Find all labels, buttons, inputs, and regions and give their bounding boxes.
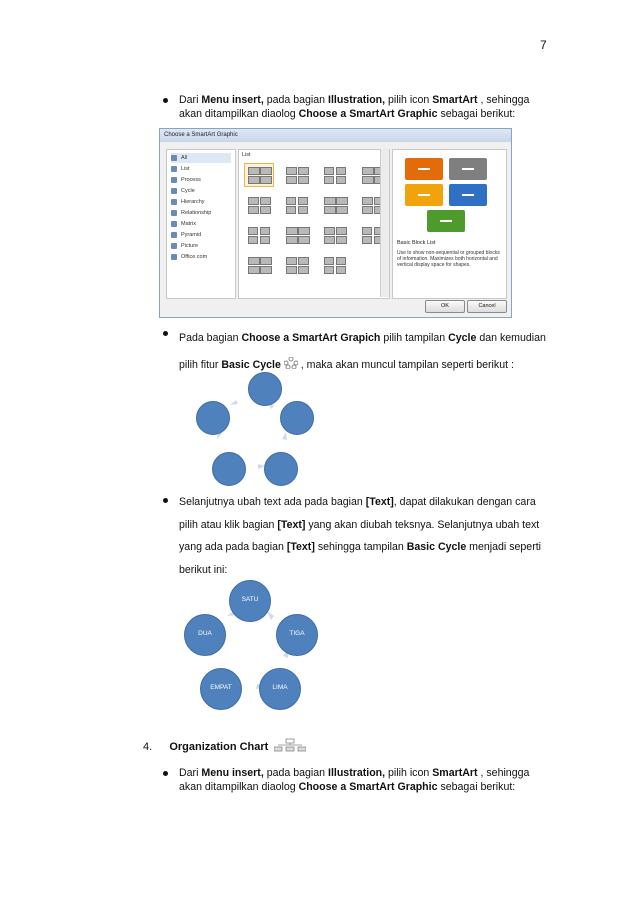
cycle-node-label: TIGA	[289, 630, 305, 637]
category-cycle[interactable]: Cycle	[171, 186, 195, 196]
category-hierarchy[interactable]: Hierarchy	[171, 197, 205, 207]
cycle-arrow	[230, 400, 238, 405]
layout-thumbnail[interactable]	[245, 224, 273, 246]
category-icon	[171, 177, 177, 183]
cycle-node	[212, 452, 246, 486]
thumbnail-shape	[298, 167, 309, 175]
cycle-node-label: DUA	[198, 630, 212, 637]
category-icon	[171, 221, 177, 227]
paragraph-edit-text: Selanjutnya ubah text ada pada bagian [Text], dapat dilakukan dengan cara pilih atau klik bagian [Text] yang akan diubah teksnya. Selanjutnya ubah text yang ada pada bagian [Text] sehingga tampilan Basic Cycle menjadi seperti berikut ini:	[179, 496, 542, 576]
category-all[interactable]: All	[171, 153, 231, 163]
thumbnail-shape	[298, 227, 310, 235]
organization-chart-icon	[274, 738, 306, 755]
thumbnail-shape	[286, 257, 297, 265]
thumbnail-shape	[336, 176, 346, 184]
thumbnail-shape	[324, 266, 334, 274]
preview-block	[449, 158, 487, 180]
thumbnail-shape	[286, 227, 298, 235]
thumbnail-shape	[286, 197, 296, 205]
thumbnail-shape	[248, 236, 258, 244]
basic-cycle-icon	[284, 353, 298, 365]
thumbnail-shape	[324, 236, 335, 244]
thumbnail-shape	[336, 206, 348, 214]
thumbnail-shape	[248, 167, 260, 175]
cycle-node-tiga	[276, 614, 318, 656]
layout-thumbnail[interactable]	[321, 254, 349, 276]
thumbnail-shape	[336, 257, 346, 265]
thumbnail-shape	[286, 167, 297, 175]
category-icon	[171, 155, 177, 161]
thumbnail-shape	[324, 176, 334, 184]
layout-thumbnail[interactable]	[283, 224, 311, 246]
thumbnail-shape	[248, 176, 260, 184]
dialog-title: Choose a SmartArt Graphic	[160, 129, 511, 142]
thumbnail-shape	[324, 167, 334, 175]
category-office-com[interactable]: Office.com	[171, 252, 207, 262]
thumbnail-shape	[324, 197, 336, 205]
cycle-node	[264, 452, 298, 486]
page-number: 7	[540, 38, 547, 52]
thumbnail-shape	[324, 206, 336, 214]
thumbnail-shape	[248, 266, 260, 274]
preview-pane	[392, 149, 507, 299]
preview-block	[449, 184, 487, 206]
category-icon	[171, 199, 177, 205]
thumbnail-shape	[298, 176, 309, 184]
thumbnail-shape	[286, 176, 297, 184]
category-process[interactable]: Process	[171, 175, 201, 185]
category-list	[166, 149, 236, 299]
preview-description: Use to show non-sequential or grouped blocks of information. Maximizes both horizontal and vertical display space for shapes.	[397, 250, 500, 268]
cycle-arrow	[282, 432, 287, 440]
cancel-button[interactable]: Cancel	[467, 300, 507, 313]
section-title: Organization Chart	[169, 741, 269, 753]
thumbnail-shape	[362, 227, 372, 235]
ok-button[interactable]: OK	[425, 300, 465, 313]
thumbnail-shape	[286, 266, 297, 274]
layout-thumbnail[interactable]	[245, 164, 273, 186]
cycle-node-lima	[259, 668, 301, 710]
thumbnail-shape	[298, 197, 308, 205]
preview-title: Basic Block List	[397, 240, 436, 246]
gallery-header: List	[242, 152, 251, 158]
cycle-node-dua	[184, 614, 226, 656]
thumbnail-shape	[248, 197, 259, 205]
category-relationship[interactable]: Relationship	[171, 208, 211, 218]
thumbnail-shape	[260, 257, 272, 265]
thumbnail-shape	[260, 206, 271, 214]
preview-block	[405, 184, 443, 206]
preview-block	[427, 210, 465, 232]
thumbnail-shape	[362, 176, 374, 184]
preview-block	[405, 158, 443, 180]
thumbnail-shape	[248, 206, 259, 214]
thumbnail-shape	[362, 197, 373, 205]
category-icon	[171, 254, 177, 260]
category-list-item[interactable]: List	[171, 164, 190, 174]
category-icon	[171, 243, 177, 249]
cycle-node-satu	[229, 580, 271, 622]
thumbnail-shape	[298, 266, 309, 274]
gallery-scrollbar[interactable]	[380, 149, 389, 297]
paragraph-basic-cycle: Pada bagian Choose a SmartArt Grapich pilih tampilan Cycle dan kemudian pilih fitur Basic Cycle , maka akan muncul tampilan seperti berikut :	[179, 332, 546, 371]
layout-thumbnail[interactable]	[321, 194, 349, 216]
thumbnail-shape	[362, 206, 373, 214]
bullet-dot	[163, 771, 168, 776]
paragraph-intro-smartart-2: Dari Menu insert, pada bagian Illustration, pilih icon SmartArt , sehingga akan ditampilkan diaolog Choose a SmartArt Graphic sebagai berikut:	[179, 767, 530, 793]
layout-thumbnail[interactable]	[245, 194, 273, 216]
thumbnail-shape	[286, 236, 298, 244]
thumbnail-shape	[336, 236, 347, 244]
thumbnail-shape	[298, 206, 308, 214]
cycle-node-empat	[200, 668, 242, 710]
thumbnail-shape	[298, 257, 309, 265]
layout-thumbnail[interactable]	[283, 164, 311, 186]
cycle-arrow	[267, 611, 274, 620]
cycle-node-label: SATU	[241, 596, 259, 603]
thumbnail-shape	[336, 266, 346, 274]
layout-thumbnail[interactable]	[283, 254, 311, 276]
thumbnail-shape	[260, 176, 272, 184]
category-picture[interactable]: Picture	[171, 241, 198, 251]
thumbnail-shape	[336, 227, 347, 235]
category-icon	[171, 188, 177, 194]
thumbnail-shape	[362, 167, 374, 175]
thumbnail-shape	[336, 167, 346, 175]
thumbnail-shape	[298, 236, 310, 244]
layout-thumbnail[interactable]	[321, 164, 349, 186]
cycle-node-label: LIMA	[272, 684, 288, 691]
smartart-dialog-screenshot	[159, 128, 512, 318]
section-number: 4.	[143, 741, 153, 753]
thumbnail-shape	[362, 236, 372, 244]
thumbnail-shape	[260, 266, 272, 274]
cycle-node	[248, 372, 282, 406]
category-icon	[171, 232, 177, 238]
category-icon	[171, 166, 177, 172]
category-matrix[interactable]: Matrix	[171, 219, 196, 229]
bullet-dot	[163, 498, 168, 503]
thumbnail-shape	[260, 236, 270, 244]
layout-gallery	[238, 149, 390, 299]
layout-thumbnail[interactable]	[321, 224, 349, 246]
thumbnail-shape	[260, 197, 271, 205]
category-pyramid[interactable]: Pyramid	[171, 230, 201, 240]
thumbnail-shape	[324, 227, 335, 235]
cycle-node	[196, 401, 230, 435]
category-icon	[171, 210, 177, 216]
thumbnail-shape	[286, 206, 296, 214]
thumbnail-shape	[260, 167, 272, 175]
section-heading-organization-chart	[143, 738, 306, 755]
cycle-node	[280, 401, 314, 435]
paragraph-intro-smartart: Dari Menu insert, pada bagian Illustration, pilih icon SmartArt , sehingga akan ditampilkan diaolog Choose a SmartArt Graphic sebagai berikut:	[179, 94, 530, 120]
bullet-dot	[163, 331, 168, 336]
layout-thumbnail[interactable]	[283, 194, 311, 216]
layout-thumbnail[interactable]	[245, 254, 273, 276]
thumbnail-shape	[324, 257, 334, 265]
bullet-dot	[163, 98, 168, 103]
thumbnail-shape	[248, 227, 258, 235]
thumbnail-shape	[336, 197, 348, 205]
thumbnail-shape	[248, 257, 260, 265]
thumbnail-shape	[260, 227, 270, 235]
cycle-node-label: EMPAT	[210, 684, 232, 691]
